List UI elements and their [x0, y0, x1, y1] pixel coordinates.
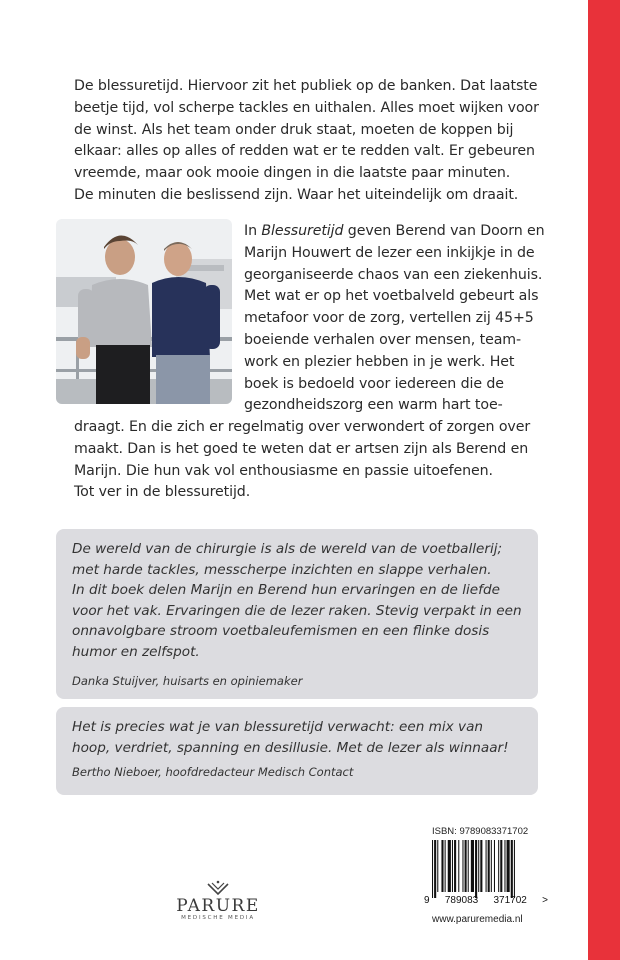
quote-box-nieboer: [56, 707, 538, 795]
barcode-bar: [478, 840, 479, 892]
crown-icon: [206, 880, 230, 896]
barcode-bar: [465, 840, 467, 892]
barcode-bar: [454, 840, 456, 892]
barcode-bar: [471, 840, 474, 892]
body-line: work en plezier hebben in je werk. Het: [244, 353, 515, 370]
barcode-bar: [437, 840, 438, 892]
quote-line: humor en zelfspot.: [72, 643, 200, 660]
body-line: boek is bedoeld voor iedereen die de: [244, 375, 504, 392]
barcode-bar: [507, 840, 510, 892]
barcode-bar: [434, 840, 436, 898]
barcode-bar: [445, 840, 446, 892]
body-line: Marijn. Die hun vak vol enthousiasme en passie uitoefenen.: [74, 462, 493, 479]
intro-line: De blessuretijd. Hiervoor zit het publiek op de banken. Dat laatste: [74, 78, 538, 94]
body-line: maakt. Dan is het goed te weten dat er artsen zijn als Berend en: [74, 440, 529, 457]
quote-line: voor het vak. Ervaringen die de lezer raken. Stevig verpakt in een: [72, 602, 522, 619]
body-line: Marijn Houwert de lezer een inkijkje in de: [244, 244, 535, 261]
barcode-bar: [498, 840, 499, 892]
barcode-bar: [511, 840, 513, 898]
barcode-bar: [458, 840, 459, 892]
quote-line: In dit boek delen Marijn en Berend hun ervaringen en de liefde: [72, 582, 500, 599]
body-paragraph-full: [74, 417, 554, 504]
body-line: georganiseerde chaos van een ziekenhuis.: [244, 266, 543, 283]
isbn-label: ISBN: 9789083371702: [432, 826, 529, 837]
quote-line: onnavolgbare stroom voetbaleufemismen en een flinke dosis: [72, 623, 490, 640]
barcode-bar: [488, 840, 490, 892]
barcode-bar: [491, 840, 492, 892]
intro-line: vreemde, maar ook mooie dingen in die laatste paar minuten.: [74, 165, 511, 182]
barcode-digit-group: 371702: [493, 895, 527, 906]
barcode-bar: [504, 840, 505, 892]
body-line: Tot ver in de blessuretijd.: [74, 484, 251, 501]
intro-paragraph: [74, 76, 539, 207]
barcode-bar: [494, 840, 495, 892]
intro-line: De minuten die beslissend zijn. Waar het uiteindelijk om draait.: [74, 186, 519, 203]
quote-attribution: Bertho Nieboer, hoofdredacteur Medisch Contact: [72, 765, 354, 780]
body-line: gezondheidszorg een warm hart toe-: [244, 397, 503, 414]
barcode-bar: [432, 840, 433, 898]
intro-line: de winst. Als het team onder druk staat, moeten de koppen bij: [74, 121, 514, 138]
quote-line: De wereld van de chirurgie is als de wereld van de voetballerij;: [72, 541, 503, 557]
quote-line: met harde tackles, messcherpe inzichten en slappe verhalen.: [72, 561, 492, 578]
publisher-website: www.paruremedia.nl: [432, 914, 523, 925]
quote-line: Het is precies wat je van blessuretijd verwacht: een mix van: [72, 719, 484, 735]
publisher-subtitle: MEDISCHE MEDIA: [181, 915, 255, 921]
barcode-bar: [452, 840, 453, 892]
barcode-bar: [441, 840, 443, 892]
red-spine-band: [588, 0, 620, 960]
barcode-digits: [424, 895, 548, 906]
body-line: Met wat er op het voetbalveld gebeurt als: [244, 288, 539, 305]
barcode-digit-group: >: [542, 895, 548, 906]
quote-attribution: Danka Stuijver, huisarts en opiniemaker: [72, 673, 303, 688]
quote-line: hoop, verdriet, spanning en desillusie. Met de lezer als winnaar!: [72, 739, 509, 756]
body-paragraph-right: [244, 221, 564, 417]
quote-box-stuijver: [56, 529, 538, 699]
barcode-bar: [462, 840, 463, 892]
body-line: [244, 221, 564, 243]
publisher-logo: [168, 880, 268, 921]
authors-photo: [56, 219, 232, 404]
intro-line: elkaar: alles op alles of redden wat er te redden valt. Er gebeuren: [74, 143, 535, 160]
barcode-digit-group: 789083: [444, 895, 479, 906]
intro-line: beetje tijd, vol scherpe tackles en uithalen. Alles moet wijken voor: [74, 99, 539, 116]
body-line: boeiende verhalen over mensen, team-: [244, 331, 522, 348]
barcode-bar: [514, 840, 515, 898]
book-title-inline: Blessuretijd: [261, 223, 344, 239]
barcode-bar: [468, 840, 469, 892]
barcode-bar: [448, 840, 451, 892]
barcode-bar: [500, 840, 502, 892]
barcode-digit-group: 9: [424, 895, 430, 906]
body-line-prefix: In: [244, 223, 262, 239]
body-line: draagt. En die zich er regelmatig over verwondert of zorgen over: [74, 419, 531, 435]
barcode-bar: [475, 840, 477, 898]
body-line-suffix: geven Berend van Doorn en: [343, 223, 545, 239]
barcode-bar: [480, 840, 482, 892]
barcode-bar: [486, 840, 487, 892]
body-line: metafoor voor de zorg, vertellen zij 45+5: [244, 310, 534, 327]
publisher-name: PARURE: [176, 896, 260, 916]
